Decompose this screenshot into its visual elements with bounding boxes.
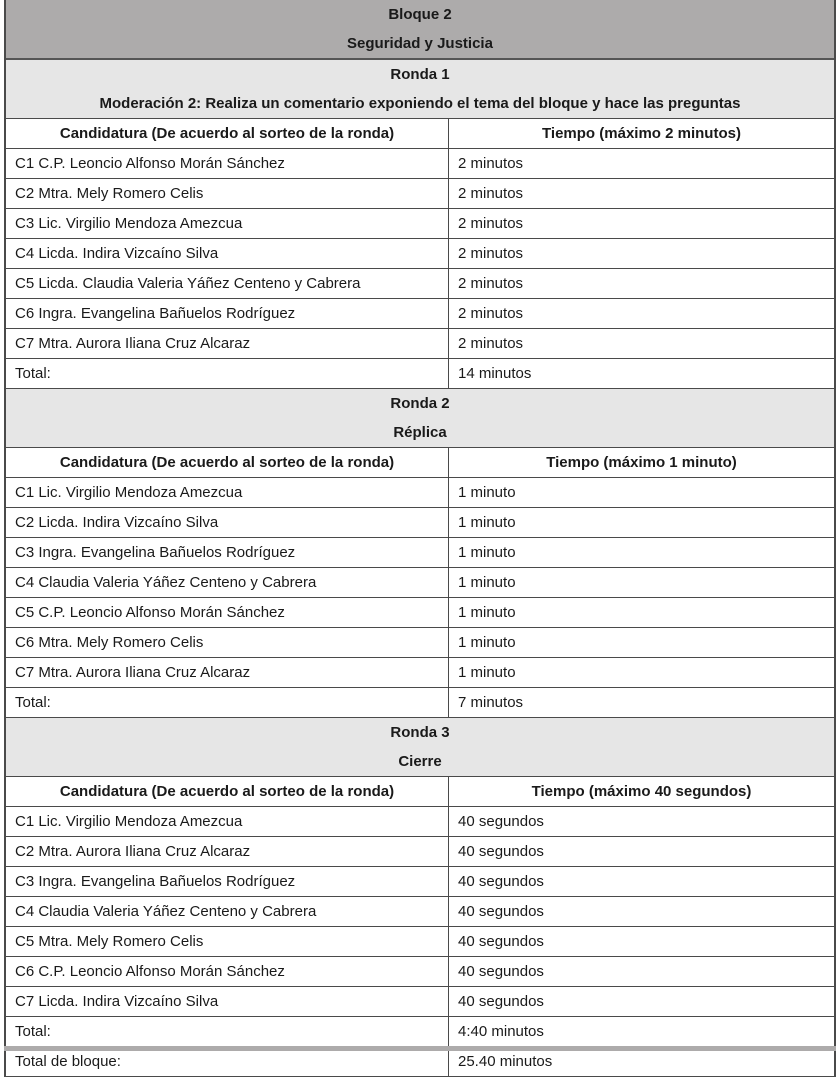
time-cell: 1 minuto [458, 574, 516, 591]
round-subtitle: Cierre [398, 753, 442, 770]
block-header [6, 0, 834, 60]
candidate-cell: Total: [6, 359, 449, 388]
time-cell: 7 minutos [458, 694, 524, 711]
time-cell: 2 minutos [458, 185, 524, 202]
candidate-cell: C6 Mtra. Mely Romero Celis [6, 628, 449, 657]
table-row [6, 538, 834, 568]
block-subtitle: Seguridad y Justicia [347, 35, 493, 52]
time-cell: 1 minuto [458, 634, 516, 651]
candidate-cell: C4 Claudia Valeria Yáñez Centeno y Cabrera [6, 568, 449, 597]
time-cell: 40 segundos [458, 963, 544, 980]
column-header-candidatura: Candidatura (De acuerdo al sorteo de la ronda) [6, 777, 449, 806]
candidate-cell: C1 Lic. Virgilio Mendoza Amezcua [6, 807, 449, 836]
total-row [6, 359, 834, 389]
table-row [6, 239, 834, 269]
candidate-cell: C7 Mtra. Aurora Iliana Cruz Alcaraz [6, 329, 449, 358]
candidate-cell: C5 Mtra. Mely Romero Celis [6, 927, 449, 956]
time-cell: 1 minuto [458, 544, 516, 561]
total-row [6, 688, 834, 718]
candidate-cell: C1 C.P. Leoncio Alfonso Morán Sánchez [6, 149, 449, 178]
table-row [6, 209, 834, 239]
candidate-cell: C6 Ingra. Evangelina Bañuelos Rodríguez [6, 299, 449, 328]
table-row [6, 299, 834, 329]
time-cell: 2 minutos [458, 245, 524, 262]
round-title: Ronda 2 [390, 395, 450, 412]
time-cell: 40 segundos [458, 903, 544, 920]
time-cell: 40 segundos [458, 813, 544, 830]
debate-schedule-table [4, 0, 836, 1077]
candidate-cell: C2 Licda. Indira Vizcaíno Silva [6, 508, 449, 537]
column-header-tiempo: Tiempo (máximo 1 minuto) [546, 454, 737, 471]
table-row [6, 149, 834, 179]
bottom-border-bar [4, 1046, 836, 1051]
table-row [6, 837, 834, 867]
time-cell: 40 segundos [458, 993, 544, 1010]
table-row [6, 807, 834, 837]
candidate-cell: C3 Ingra. Evangelina Bañuelos Rodríguez [6, 538, 449, 567]
table-row [6, 658, 834, 688]
column-header-row [6, 447, 834, 478]
table-row [6, 179, 834, 209]
candidate-cell: C5 C.P. Leoncio Alfonso Morán Sánchez [6, 598, 449, 627]
time-cell: 2 minutos [458, 215, 524, 232]
candidate-cell: C5 Licda. Claudia Valeria Yáñez Centeno y Cabrera [6, 269, 449, 298]
column-header-tiempo: Tiempo (máximo 2 minutos) [542, 125, 741, 142]
time-cell: 40 segundos [458, 843, 544, 860]
time-cell: 2 minutos [458, 275, 524, 292]
candidate-cell: C6 C.P. Leoncio Alfonso Morán Sánchez [6, 957, 449, 986]
table-row [6, 329, 834, 359]
round-title: Ronda 1 [390, 66, 450, 83]
candidate-cell: C3 Lic. Virgilio Mendoza Amezcua [6, 209, 449, 238]
candidate-cell: C7 Licda. Indira Vizcaíno Silva [6, 987, 449, 1016]
column-header-row [6, 776, 834, 807]
time-cell: 25.40 minutos [458, 1053, 553, 1070]
candidate-cell: C2 Mtra. Aurora Iliana Cruz Alcaraz [6, 837, 449, 866]
column-header-candidatura: Candidatura (De acuerdo al sorteo de la ronda) [6, 119, 449, 148]
time-cell: 40 segundos [458, 933, 544, 950]
round-title: Ronda 3 [390, 724, 450, 741]
candidate-cell: Total de bloque: [6, 1047, 449, 1076]
time-cell: 1 minuto [458, 664, 516, 681]
table-row [6, 568, 834, 598]
time-cell: 40 segundos [458, 873, 544, 890]
round-header [6, 389, 834, 447]
round-subtitle: Moderación 2: Realiza un comentario exponiendo el tema del bloque y hace las preguntas [99, 95, 741, 112]
total-row [6, 1047, 834, 1077]
total-row [6, 1017, 834, 1047]
time-cell: 1 minuto [458, 604, 516, 621]
table-row [6, 508, 834, 538]
candidate-cell: C4 Licda. Indira Vizcaíno Silva [6, 239, 449, 268]
block-title: Bloque 2 [388, 6, 452, 23]
candidate-cell: C1 Lic. Virgilio Mendoza Amezcua [6, 478, 449, 507]
time-cell: 14 minutos [458, 365, 532, 382]
time-cell: 2 minutos [458, 335, 524, 352]
round-header [6, 60, 834, 118]
column-header-row [6, 118, 834, 149]
candidate-cell: C4 Claudia Valeria Yáñez Centeno y Cabrera [6, 897, 449, 926]
candidate-cell: C2 Mtra. Mely Romero Celis [6, 179, 449, 208]
column-header-candidatura: Candidatura (De acuerdo al sorteo de la ronda) [6, 448, 449, 477]
rounds-container [6, 60, 834, 1077]
time-cell: 1 minuto [458, 484, 516, 501]
time-cell: 2 minutos [458, 155, 524, 172]
table-row [6, 927, 834, 957]
candidate-cell: Total: [6, 1017, 449, 1046]
table-row [6, 628, 834, 658]
table-row [6, 598, 834, 628]
table-row [6, 269, 834, 299]
table-row [6, 897, 834, 927]
round-header [6, 718, 834, 776]
column-header-tiempo: Tiempo (máximo 40 segundos) [531, 783, 752, 800]
table-row [6, 867, 834, 897]
candidate-cell: Total: [6, 688, 449, 717]
round-subtitle: Réplica [393, 424, 447, 441]
time-cell: 2 minutos [458, 305, 524, 322]
candidate-cell: C7 Mtra. Aurora Iliana Cruz Alcaraz [6, 658, 449, 687]
time-cell: 1 minuto [458, 514, 516, 531]
time-cell: 4:40 minutos [458, 1023, 544, 1040]
table-row [6, 987, 834, 1017]
table-row [6, 957, 834, 987]
table-row [6, 478, 834, 508]
candidate-cell: C3 Ingra. Evangelina Bañuelos Rodríguez [6, 867, 449, 896]
